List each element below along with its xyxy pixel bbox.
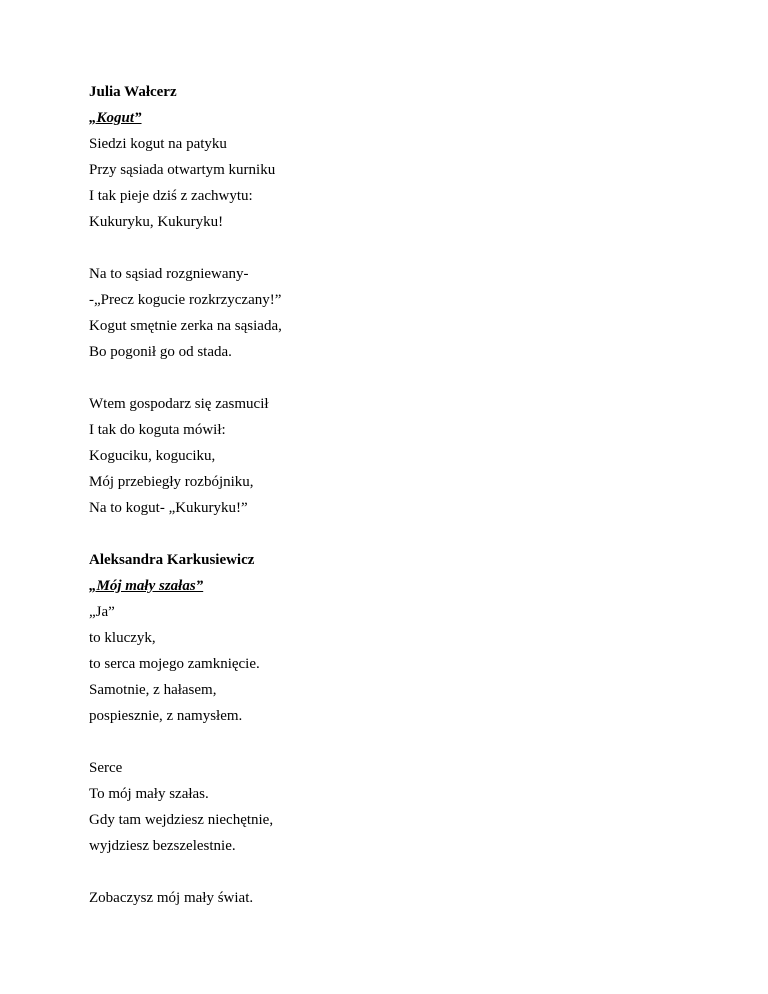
poem-line: Koguciku, koguciku, [89, 448, 216, 464]
stanza-break [89, 365, 689, 391]
poem-line: Na to kogut- „Kukuryku!” [89, 500, 248, 516]
stanza [89, 599, 689, 729]
poem-author: Julia Wałcerz [89, 84, 177, 100]
poem-line: „Ja” [89, 604, 115, 620]
poem-line: to serca mojego zamknięcie. [89, 656, 260, 672]
poem-line: I tak pieje dziś z zachwytu: [89, 188, 253, 204]
document-page [89, 79, 689, 911]
stanza-break [89, 521, 689, 547]
poem-line: Siedzi kogut na patyku [89, 136, 227, 152]
stanza-break [89, 859, 689, 885]
stanza [89, 391, 689, 521]
poem-line: -„Precz kogucie rozkrzyczany!” [89, 292, 282, 308]
poem-line: Kogut smętnie zerka na sąsiada, [89, 318, 282, 334]
poem-line: I tak do koguta mówił: [89, 422, 226, 438]
poem-line: Gdy tam wejdziesz niechętnie, [89, 812, 274, 828]
poem-line: wyjdziesz bezszelestnie. [89, 838, 236, 854]
poem-line: Na to sąsiad rozgniewany- [89, 266, 249, 282]
poem-title: „Mój mały szałas” [89, 578, 204, 594]
stanza-break [89, 729, 689, 755]
poem-line: Serce [89, 760, 123, 776]
poem-line: Samotnie, z hałasem, [89, 682, 217, 698]
poem-line: Zobaczysz mój mały świat. [89, 890, 254, 906]
poem-line: Wtem gospodarz się zasmucił [89, 396, 269, 412]
stanza [89, 131, 689, 235]
poem-line: Mój przebiegły rozbójniku, [89, 474, 254, 490]
poem-line: Kukuryku, Kukuryku! [89, 214, 224, 230]
poem-title: „Kogut” [89, 110, 142, 126]
stanza-break [89, 235, 689, 261]
poem-line: to kluczyk, [89, 630, 156, 646]
stanza [89, 885, 689, 911]
poem-line: To mój mały szałas. [89, 786, 209, 802]
poem-line: Bo pogonił go od stada. [89, 344, 232, 360]
poem-line: Przy sąsiada otwartym kurniku [89, 162, 276, 178]
poem-author: Aleksandra Karkusiewicz [89, 552, 255, 568]
stanza [89, 755, 689, 859]
poem-line: pospiesznie, z namysłem. [89, 708, 243, 724]
stanza [89, 261, 689, 365]
